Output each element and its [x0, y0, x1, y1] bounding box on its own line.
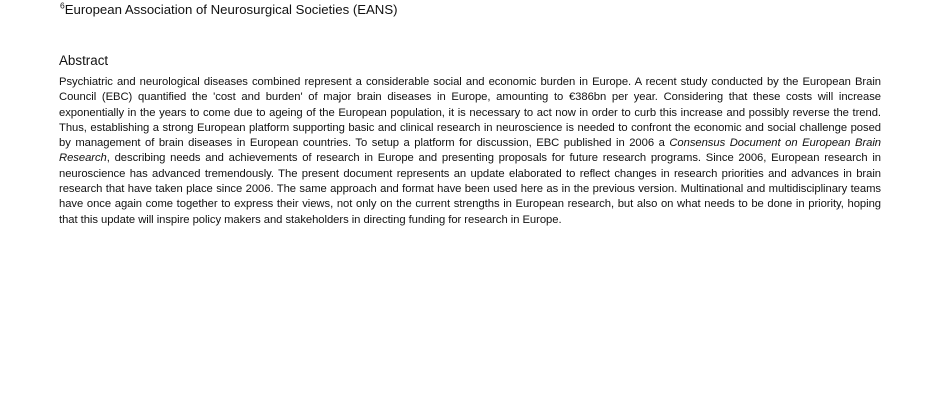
affiliation-marker: 6 — [60, 0, 65, 11]
abstract-text-part-1: Psychiatric and neurological diseases combined represent a considerable social and economic burden in Europe. A recent study conducted by the European Brain Council (EBC) quantified the 'cost and burden' of major brain diseases in Europe, amounting to €386bn per year. Considering that these costs will increase exponentially in the years to come due to ageing of the European population, it is necessary to act now in order to curb this increase and possibly reverse the trend. Thus, establishing a strong European platform supporting basic and clinical research in neuroscience is needed to confront the economic and social challenge posed by management of brain diseases in European countries. To setup a platform for discussion, EBC published in 2006 a — [59, 76, 881, 150]
abstract-document-title: Consensus Document on European Brain Research — [59, 137, 882, 165]
abstract-text-part-2: , describing needs and achievements of research in Europe and presenting proposals for future research programs. Since 2006, European research in neuroscience has advanced tremendously. The present document represents an update elaborated to reflect changes in research priorities and advances in brain research that have taken place since 2006. The same approach and format have been used here as in the previous version. Multinational and multidisciplinary teams have once again come together to express their views, not only on the current strengths in European research, but also on what needs to be done in priority, hoping that this update will inspire policy makers and stakeholders in directing funding for research in Europe. — [59, 152, 881, 226]
affiliation-text: European Association of Neurosurgical Societies (EANS) — [64, 2, 398, 17]
abstract-heading: Abstract — [59, 53, 109, 68]
abstract-body — [59, 75, 881, 228]
affiliation-line — [60, 1, 398, 18]
